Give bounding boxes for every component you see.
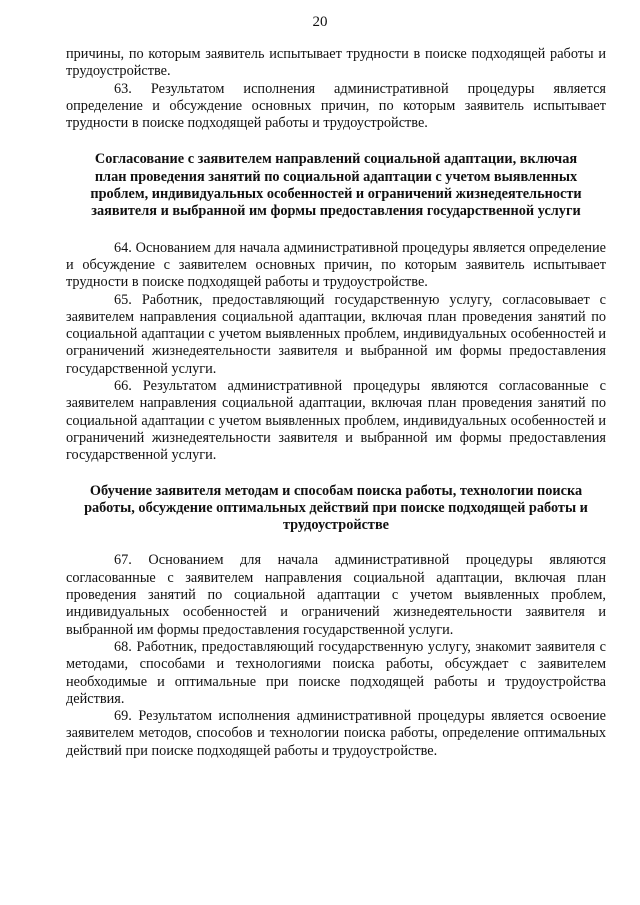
paragraph-64: 64. Основанием для начала административной процедуры является определение и обсуждение с заявителем основных причин, по которым заявитель испытывает трудности в поиске подходящей работы и трудоустройстве. [66,239,606,291]
section-heading-soglasovanie: Согласование с заявителем направлений социальной адаптации, включая план проведения занятий по социальной адаптации с учетом выявленных проблем, индивидуальных особенностей и ограничений жизнедеятельности заявителя и выбранной им формы предоставления государственной услуги [90,151,582,220]
section-heading-obuchenie: Обучение заявителя методам и способам поиска работы, технологии поиска работы, обсуждение оптимальных действий при поиске подходящей работы и трудоустройстве [84,482,588,534]
paragraph-66: 66. Результатом административной процедуры являются согласованные с заявителем направления социальной адаптации, включая план проведения занятий по социальной адаптации с учетом выявленных проблем, индивидуальных особенностей и ограничений жизнедеятельности заявителя и выбранной им формы предоставления государственной услуги. [66,378,606,464]
page-number: 20 [312,14,328,30]
paragraph-68: 68. Работник, предоставляющий государственную услугу, знакомит заявителя с методами, способами и технологиями поиска работы, обсуждает с заявителем необходимые и оптимальные при поиске подходящей работы и трудоустройства действия. [66,638,606,707]
paragraph-67: 67. Основанием для начала административной процедуры являются согласованные с заявителем направления социальной адаптации, включая план проведения занятий по социальной адаптации с учетом выявленных проблем, индивидуальных особенностей и ограничений жизнедеятельности заявителя и выбранной им формы предоставления государственной услуги. [66,552,606,638]
paragraph-69: 69. Результатом исполнения административной процедуры является освоение заявителем методов, способов и технологии поиска работы, определение оптимальных действий при поиске подходящей работы и трудоустройстве. [66,708,606,759]
paragraph-65: 65. Работник, предоставляющий государственную услугу, согласовывает с заявителем направления социальной адаптации, включая план проведения занятий по социальной адаптации с учетом выявленных проблем, индивидуальных особенностей и ограничений жизнедеятельности заявителя и выбранной им формы предоставления государственной услуги. [66,291,606,377]
document-body [66,46,606,760]
paragraph-63: 63. Результатом исполнения административной процедуры является определение и обсуждение основных причин, по которым заявитель испытывает трудности в поиске подходящей работы и трудоустройстве. [66,80,606,132]
paragraph-62-continuation: причины, по которым заявитель испытывает трудности в поиске подходящей работы и трудоустройстве. [66,46,606,80]
